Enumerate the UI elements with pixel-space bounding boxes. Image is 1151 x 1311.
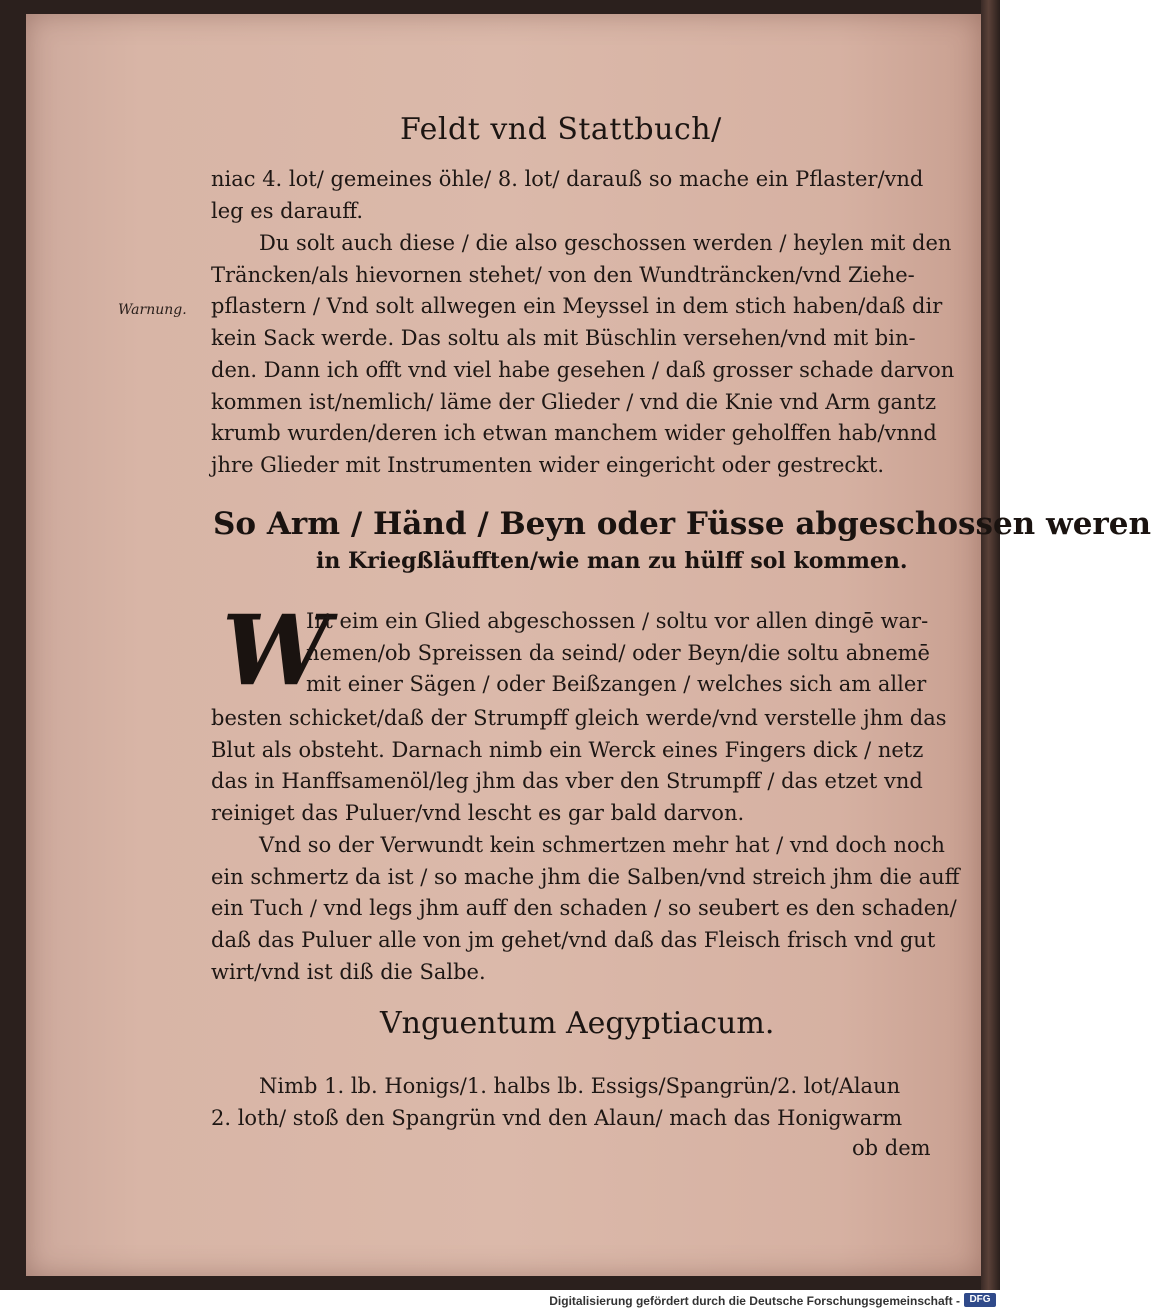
decorated-initial: W [222,594,330,707]
catchword: ob dem [852,1136,931,1160]
running-head: Feldt vnd Stattbuch/ [400,112,722,147]
recipe-title: Vnguentum Aegyptiacum. [380,1006,775,1041]
text-line: den. Dann ich offt vnd viel habe gesehen / daß grosser schade darvon [211,357,955,382]
text-line: pflastern / Vnd solt allwegen ein Meyssel in dem stich haben/daß dir [211,294,943,319]
text-line: niac 4. lot/ gemeines öhle/ 8. lot/ darauß so mache ein Pflaster/vnd [211,167,924,191]
text-line: Du solt auch diese / die also geschossen werden / heylen mit den [259,231,952,255]
text-line: nemen/ob Spreissen da seind/ oder Beyn/die soltu abnemē [306,640,930,665]
text-line: jhre Glieder mit Instrumenten wider eingericht oder gestreckt. [211,452,885,477]
margin-note: Warnung. [118,302,187,318]
text-line: kommen ist/nemlich/ läme der Glieder / vnd die Knie vnd Arm gantz [211,389,937,414]
text-line: besten schicket/daß der Strumpff gleich werde/vnd verstelle jhm das [211,706,947,730]
text-line: daß das Puluer alle von jm gehet/vnd daß das Fleisch frisch vnd gut [211,928,936,953]
section-subheading: in Kriegßläufften/wie man zu hülff sol kommen. [316,548,908,574]
text-line: leg es darauff. [211,198,364,223]
text-line: mit einer Sägen / oder Beißzangen / welches sich am aller [306,672,927,697]
text-line: das in Hanffsamenöl/leg jhm das vber den Strumpff / das etzet vnd [211,769,923,794]
text-line: wirt/vnd ist diß die Salbe. [211,959,486,984]
text-line: Nimb 1. lb. Honigs/1. halbs lb. Essigs/Spangrün/2. lot/Alaun [259,1074,901,1098]
text-line: Irt eim ein Glied abgeschossen / soltu vor allen dingē war- [306,609,929,633]
paragraph-2 [211,228,955,482]
text-line: Träncken/als hievornen stehet/ von den Wundträncken/vnd Ziehe- [211,262,915,287]
paragraph-5 [211,1071,931,1134]
text-line: kein Sack werde. Das soltu als mit Büschlin versehen/vnd mit bin- [211,326,916,351]
paragraph-3-initial-lines [306,606,930,701]
text-line: Blut als obsteht. Darnach nimb ein Werck eines Fingers dick / netz [211,737,924,762]
text-line: Vnd so der Verwundt kein schmertzen mehr hat / vnd doch noch [259,833,945,857]
book-spine-edge [981,0,1000,1290]
paragraph-4 [211,830,960,989]
dfg-logo: DFG [964,1293,996,1307]
digitization-footer [0,1290,1000,1311]
paragraph-1 [211,164,931,227]
section-heading: So Arm / Händ / Beyn oder Füsse abgeschossen weren [213,506,1151,542]
text-line: reiniget das Puluer/vnd lescht es gar bald darvon. [211,801,745,826]
text-line: ein schmertz da ist / so mache jhm die Salben/vnd streich jhm die auff [211,864,960,889]
text-line: 2. loth/ stoß den Spangrün vnd den Alaun/ mach das Honigwarm [211,1105,903,1130]
funding-notice: Digitalisierung gefördert durch die Deutsche Forschungsgemeinschaft - [549,1294,960,1308]
paragraph-3 [211,703,947,830]
text-line: krumb wurden/deren ich etwan manchem wider geholffen hab/vnnd [211,421,937,446]
text-line: ein Tuch / vnd legs jhm auff den schaden / so seubert es den schaden/ [211,896,957,921]
